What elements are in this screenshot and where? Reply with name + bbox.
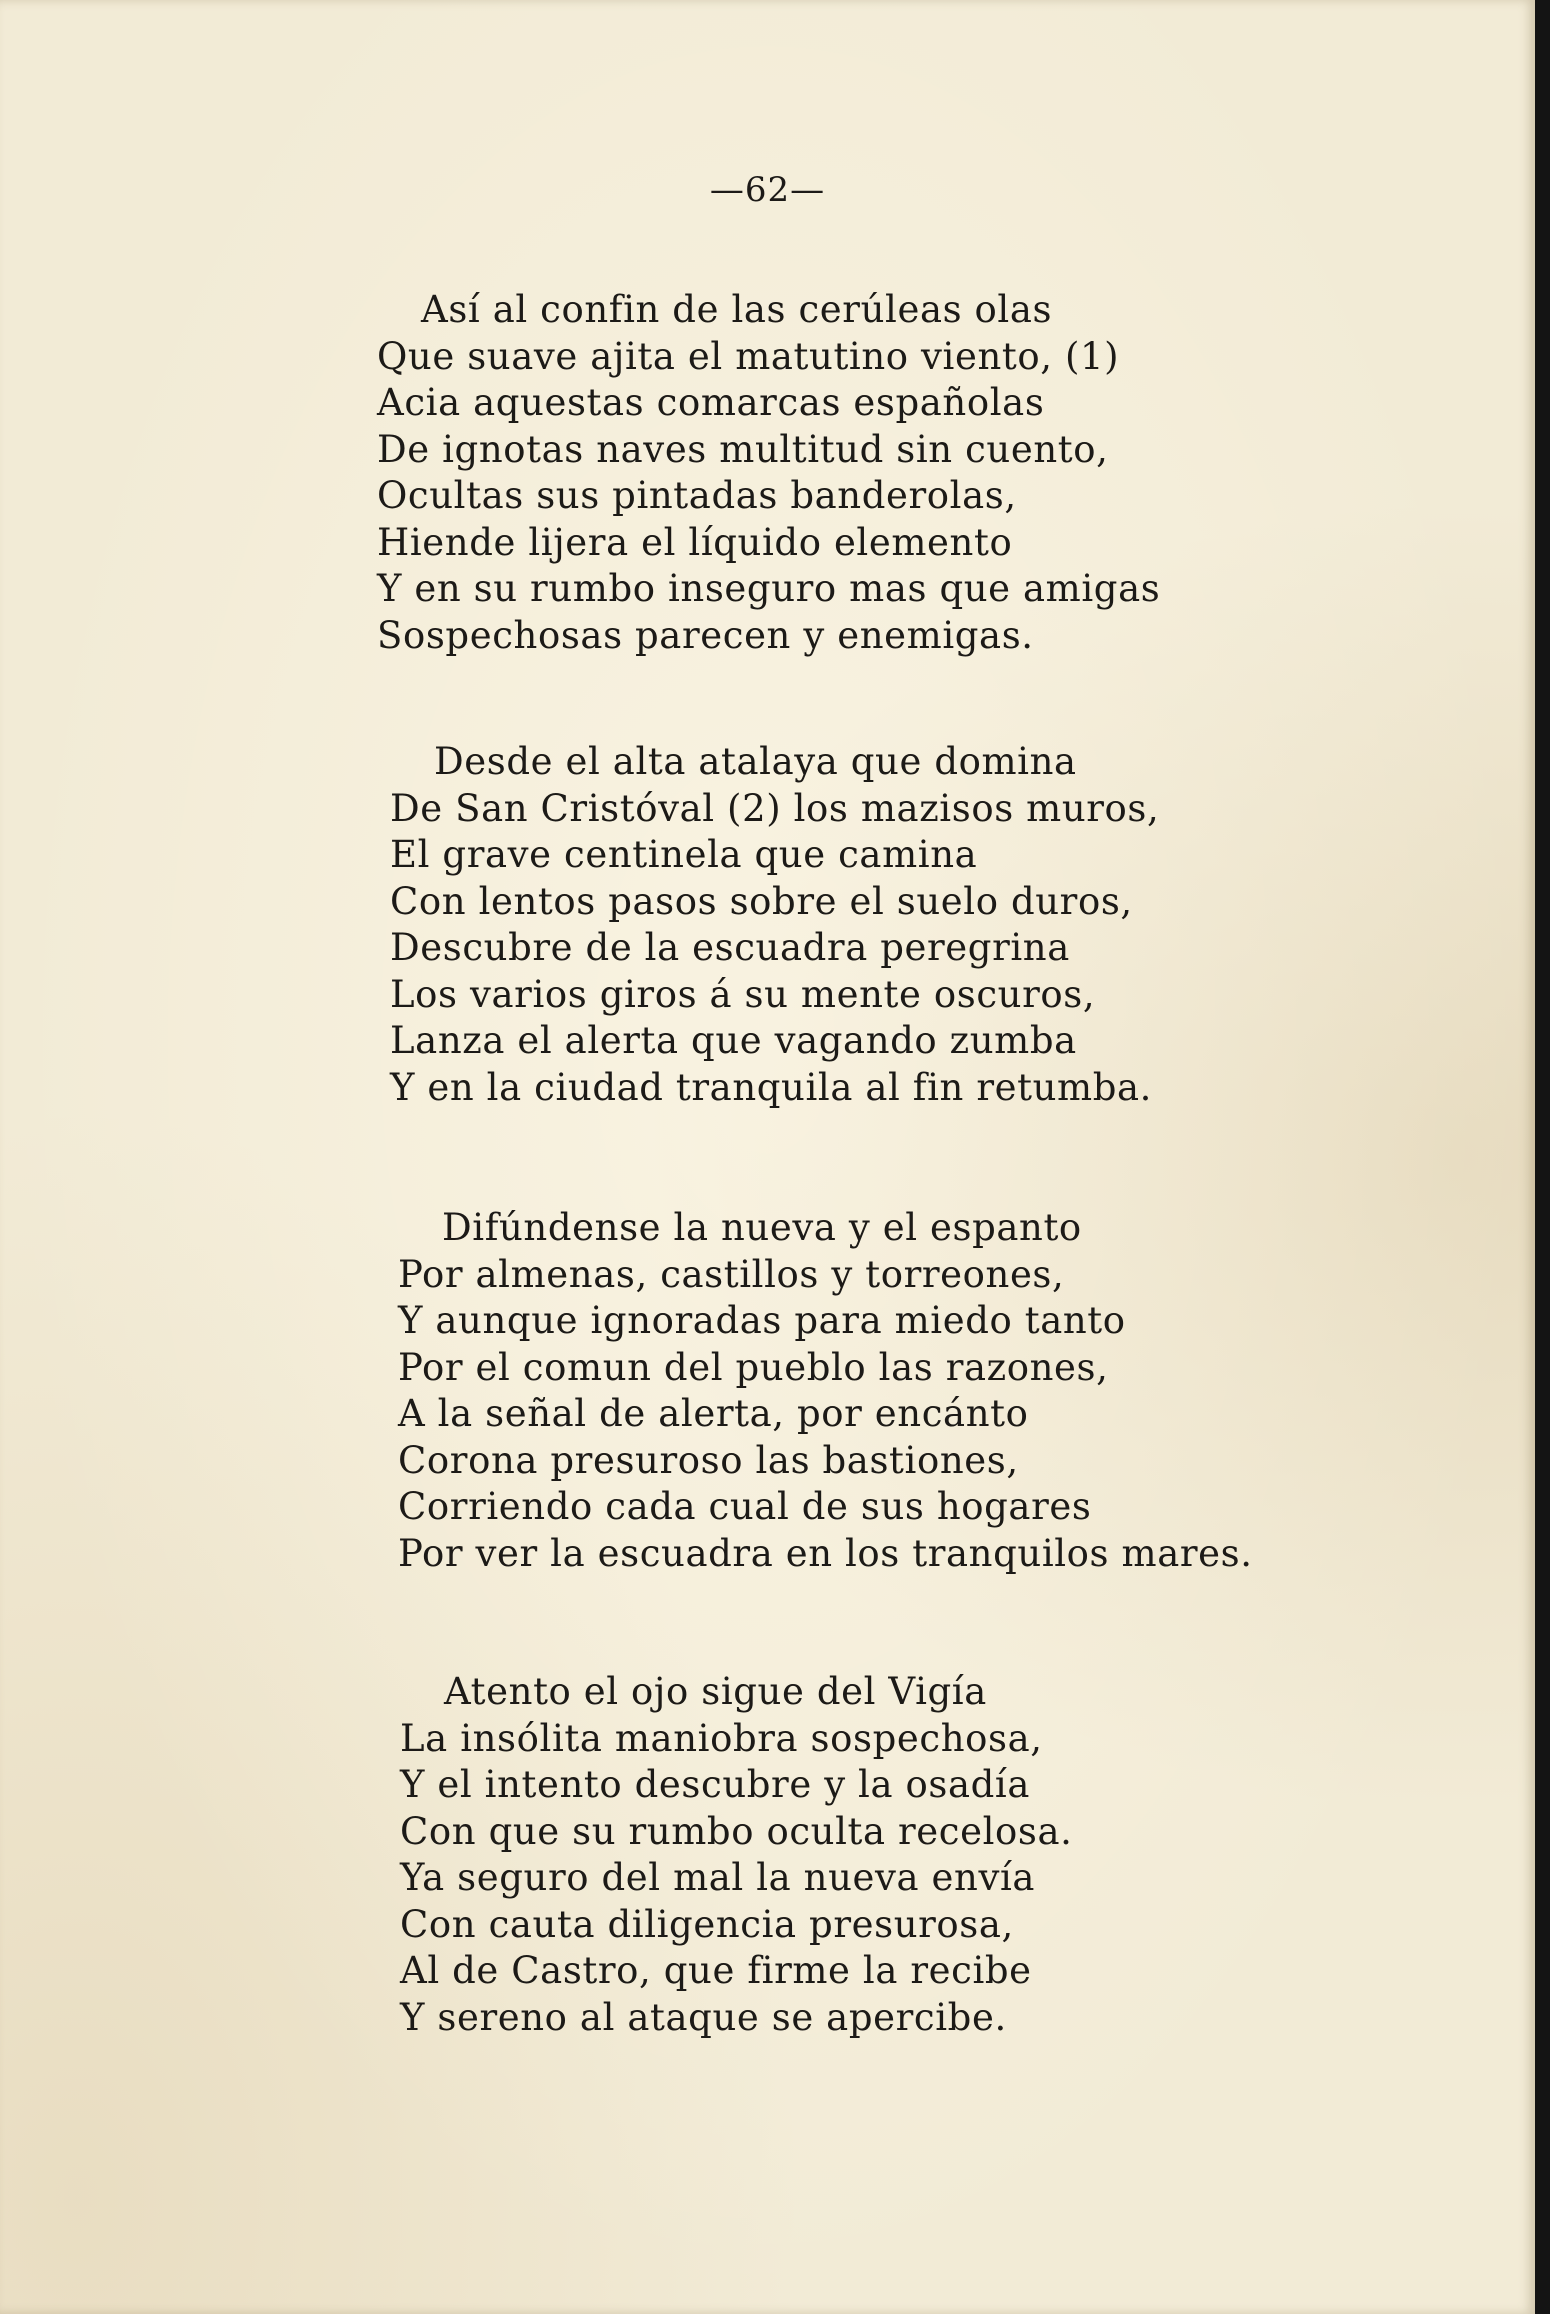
stanza-4: [400, 1669, 1073, 2041]
verse-line: De San Cristóval (2) los mazisos muros,: [390, 786, 1160, 830]
verse-line: Por el comun del pueblo las razones,: [398, 1345, 1109, 1389]
verse-line: Acia aquestas comarcas españolas: [377, 381, 1045, 424]
stanza-2: [390, 739, 1159, 1111]
verse-line: A la señal de alerta, por encánto: [398, 1392, 1029, 1435]
verse-line: Y sereno al ataque se apercibe.: [400, 1995, 1007, 2039]
verse-line: Atento el ojo sigue del Vigía: [444, 1670, 987, 1713]
verse-line: Sospechosas parecen y enemigas.: [377, 613, 1034, 657]
verse-line: Ya seguro del mal la nueva envía: [400, 1856, 1036, 1899]
stanza-3: [398, 1205, 1253, 1577]
verse-line: Con cauta diligencia presurosa,: [400, 1902, 1014, 1946]
verse-line: De ignotas naves multitud sin cuento,: [377, 427, 1109, 471]
page-number: —62—: [709, 170, 826, 210]
page-edge: [1535, 0, 1550, 2314]
stanza-1: [377, 287, 1160, 659]
verse-line: La insólita maniobra sospechosa,: [400, 1716, 1043, 1760]
verse-line: Difúndense la nueva y el espanto: [442, 1206, 1082, 1249]
verse-line: Y el intento descubre y la osadía: [400, 1763, 1031, 1806]
verse-line: Corriendo cada cual de sus hogares: [398, 1485, 1092, 1528]
verse-line: Así al confin de las cerúleas olas: [421, 288, 1053, 331]
verse-line: Lanza el alerta que vagando zumba: [390, 1019, 1077, 1062]
verse-line: Hiende lijera el líquido elemento: [377, 520, 1013, 564]
verse-line: Descubre de la escuadra peregrina: [390, 926, 1070, 969]
verse-line: Corona presuroso las bastiones,: [398, 1438, 1019, 1482]
verse-line: Al de Castro, que firme la recibe: [400, 1949, 1032, 1992]
verse-line: Por ver la escuadra en los tranquilos mares.: [398, 1531, 1253, 1575]
verse-line: Por almenas, castillos y torreones,: [398, 1252, 1065, 1296]
verse-line: Que suave ajita el matutino viento, (1): [377, 334, 1120, 378]
verse-line: El grave centinela que camina: [390, 833, 978, 876]
verse-line: Con lentos pasos sobre el suelo duros,: [390, 879, 1133, 923]
verse-line: Desde el alta atalaya que domina: [434, 740, 1077, 783]
verse-line: Y aunque ignoradas para miedo tanto: [398, 1299, 1126, 1342]
verse-line: Con que su rumbo oculta recelosa.: [400, 1809, 1073, 1853]
verse-line: Y en su rumbo inseguro mas que amigas: [377, 567, 1161, 610]
verse-line: Los varios giros á su mente oscuros,: [390, 972, 1096, 1016]
verse-line: Ocultas sus pintadas banderolas,: [377, 474, 1017, 517]
verse-line: Y en la ciudad tranquila al fin retumba.: [390, 1065, 1152, 1109]
